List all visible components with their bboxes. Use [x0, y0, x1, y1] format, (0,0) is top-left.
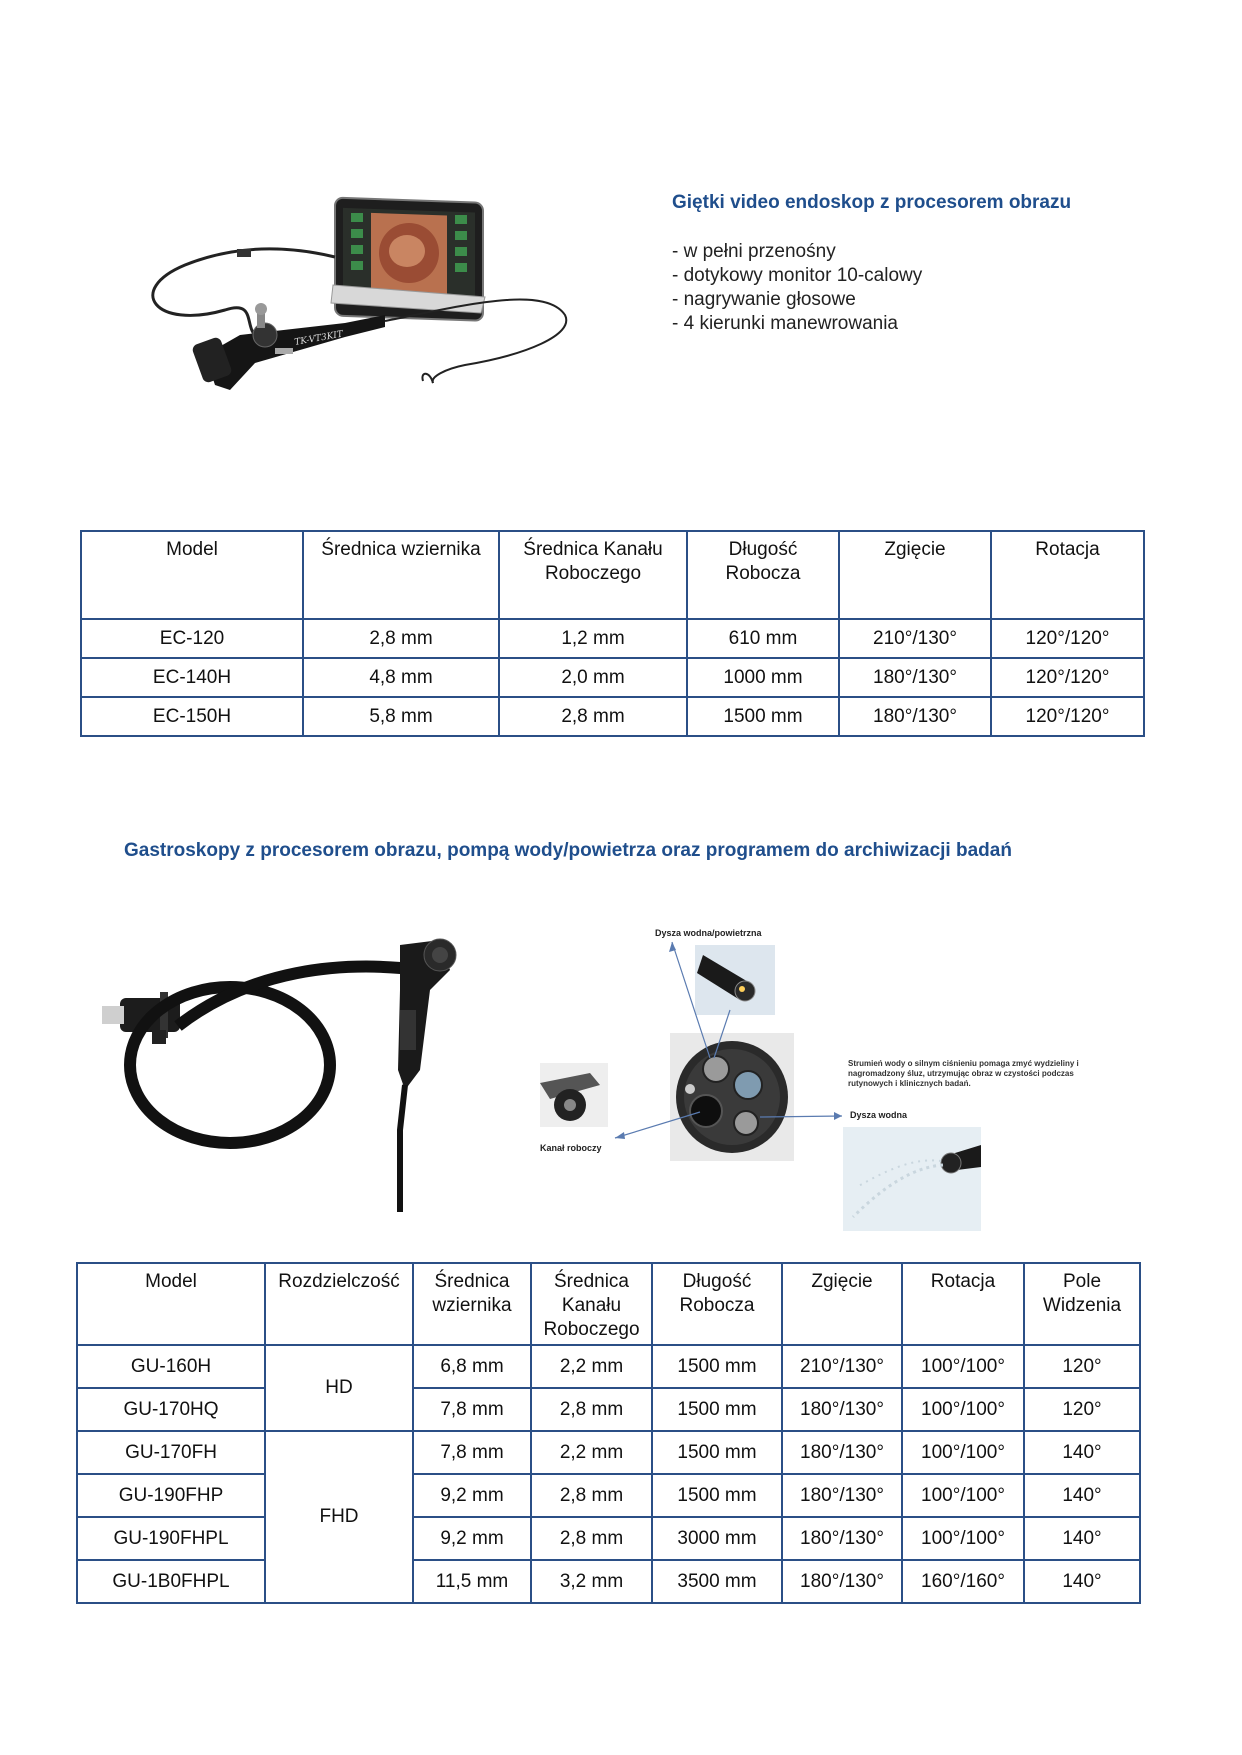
cell: 100°/100°	[902, 1431, 1024, 1474]
cell: 100°/100°	[902, 1474, 1024, 1517]
cell: 120°/120°	[991, 697, 1144, 736]
table-header-row	[77, 1263, 1140, 1345]
cell: 3000 mm	[652, 1517, 782, 1560]
cell: EC-140H	[81, 658, 303, 697]
col-header-working-length: Długość Robocza	[687, 531, 839, 619]
cell: 180°/130°	[782, 1431, 902, 1474]
cell: GU-170HQ	[77, 1388, 265, 1431]
cell: GU-160H	[77, 1345, 265, 1388]
col-header-model: Model	[81, 531, 303, 619]
table-row	[77, 1345, 1140, 1388]
cell: 180°/130°	[782, 1517, 902, 1560]
cell: 6,8 mm	[413, 1345, 531, 1388]
cell: 120°/120°	[991, 658, 1144, 697]
cell: 4,8 mm	[303, 658, 499, 697]
cell: 5,8 mm	[303, 697, 499, 736]
table-row	[77, 1388, 1140, 1431]
cell: 2,2 mm	[531, 1345, 652, 1388]
cell: 7,8 mm	[413, 1388, 531, 1431]
cell: 100°/100°	[902, 1345, 1024, 1388]
cell: GU-170FH	[77, 1431, 265, 1474]
cell: 180°/130°	[782, 1388, 902, 1431]
cell: 1500 mm	[687, 697, 839, 736]
col-header-working-length: Długość Robocza	[652, 1263, 782, 1345]
col-header-field-of-view: Pole Widzenia	[1024, 1263, 1140, 1345]
resolution-cell: HD	[265, 1345, 413, 1431]
cell: GU-1B0FHPL	[77, 1560, 265, 1603]
cell: GU-190FHPL	[77, 1517, 265, 1560]
cell: 140°	[1024, 1474, 1140, 1517]
section2-title: Gastroskopy z procesorem obrazu, pompą wody/powietrza oraz programem do archiwizacji badań	[124, 840, 1012, 861]
cell: 100°/100°	[902, 1517, 1024, 1560]
section1-title: Giętki video endoskop z procesorem obrazu	[672, 192, 1072, 213]
cell: 9,2 mm	[413, 1474, 531, 1517]
feature-item: - 4 kierunki manewrowania	[672, 313, 898, 334]
col-header-bending: Zgięcie	[839, 531, 991, 619]
cell: 180°/130°	[839, 658, 991, 697]
cell: 160°/160°	[902, 1560, 1024, 1603]
cell: 2,2 mm	[531, 1431, 652, 1474]
cell: 120°	[1024, 1345, 1140, 1388]
cell: 2,8 mm	[531, 1517, 652, 1560]
resolution-cell: FHD	[265, 1431, 413, 1603]
cell: 210°/130°	[839, 619, 991, 658]
cell: 140°	[1024, 1517, 1140, 1560]
label-water-nozzle: Dysza wodna	[850, 1110, 908, 1120]
cell: 1500 mm	[652, 1474, 782, 1517]
water-jet-description: Strumień wody o silnym ciśnieniu pomaga zmyć wydzieliny i nagromadzony śluz, utrzymując obraz w czystości podczas rutynowych i klinicznych badań.	[848, 1059, 1079, 1088]
cell: 180°/130°	[782, 1560, 902, 1603]
table-row	[77, 1517, 1140, 1560]
col-header-model: Model	[77, 1263, 265, 1345]
cell: 180°/130°	[839, 697, 991, 736]
cell: 610 mm	[687, 619, 839, 658]
cell: 7,8 mm	[413, 1431, 531, 1474]
cell: EC-120	[81, 619, 303, 658]
cell: 140°	[1024, 1560, 1140, 1603]
col-header-channel-diameter: Średnica Kanału Roboczego	[499, 531, 687, 619]
cell: 1,2 mm	[499, 619, 687, 658]
col-header-resolution: Rozdzielczość	[265, 1263, 413, 1345]
cell: 100°/100°	[902, 1388, 1024, 1431]
cell: 1500 mm	[652, 1345, 782, 1388]
cell: 2,8 mm	[303, 619, 499, 658]
cell: 210°/130°	[782, 1345, 902, 1388]
cell: 180°/130°	[782, 1474, 902, 1517]
cell: 1500 mm	[652, 1431, 782, 1474]
col-header-scope-diameter: Średnica wziernika	[303, 531, 499, 619]
cell: 1500 mm	[652, 1388, 782, 1431]
cell: 3500 mm	[652, 1560, 782, 1603]
table-row	[77, 1474, 1140, 1517]
cell: 3,2 mm	[531, 1560, 652, 1603]
label-working-channel: Kanał roboczy	[540, 1143, 602, 1153]
col-header-scope-diameter: Średnica wziernika	[413, 1263, 531, 1345]
feature-item: - w pełni przenośny	[672, 241, 836, 262]
col-header-rotation: Rotacja	[902, 1263, 1024, 1345]
cell: EC-150H	[81, 697, 303, 736]
cell: 2,8 mm	[499, 697, 687, 736]
cell: 2,8 mm	[531, 1474, 652, 1517]
cell: GU-190FHP	[77, 1474, 265, 1517]
table-row	[77, 1431, 1140, 1474]
col-header-rotation: Rotacja	[991, 531, 1144, 619]
col-header-channel-diameter: Średnica Kanału Roboczego	[531, 1263, 652, 1345]
cell: 1000 mm	[687, 658, 839, 697]
feature-item: - nagrywanie głosowe	[672, 289, 856, 310]
gastroscope-spec-table	[76, 1262, 1141, 1604]
cell: 120°/120°	[991, 619, 1144, 658]
cell: 2,0 mm	[499, 658, 687, 697]
cell: 11,5 mm	[413, 1560, 531, 1603]
cell: 9,2 mm	[413, 1517, 531, 1560]
cell: 120°	[1024, 1388, 1140, 1431]
cell: 140°	[1024, 1431, 1140, 1474]
cell: 2,8 mm	[531, 1388, 652, 1431]
table-row	[77, 1560, 1140, 1603]
col-header-bending: Zgięcie	[782, 1263, 902, 1345]
feature-item: - dotykowy monitor 10-calowy	[672, 265, 923, 286]
device-label: TK-VT3KIT	[293, 329, 344, 348]
label-air-water-nozzle: Dysza wodna/powietrzna	[655, 928, 762, 938]
